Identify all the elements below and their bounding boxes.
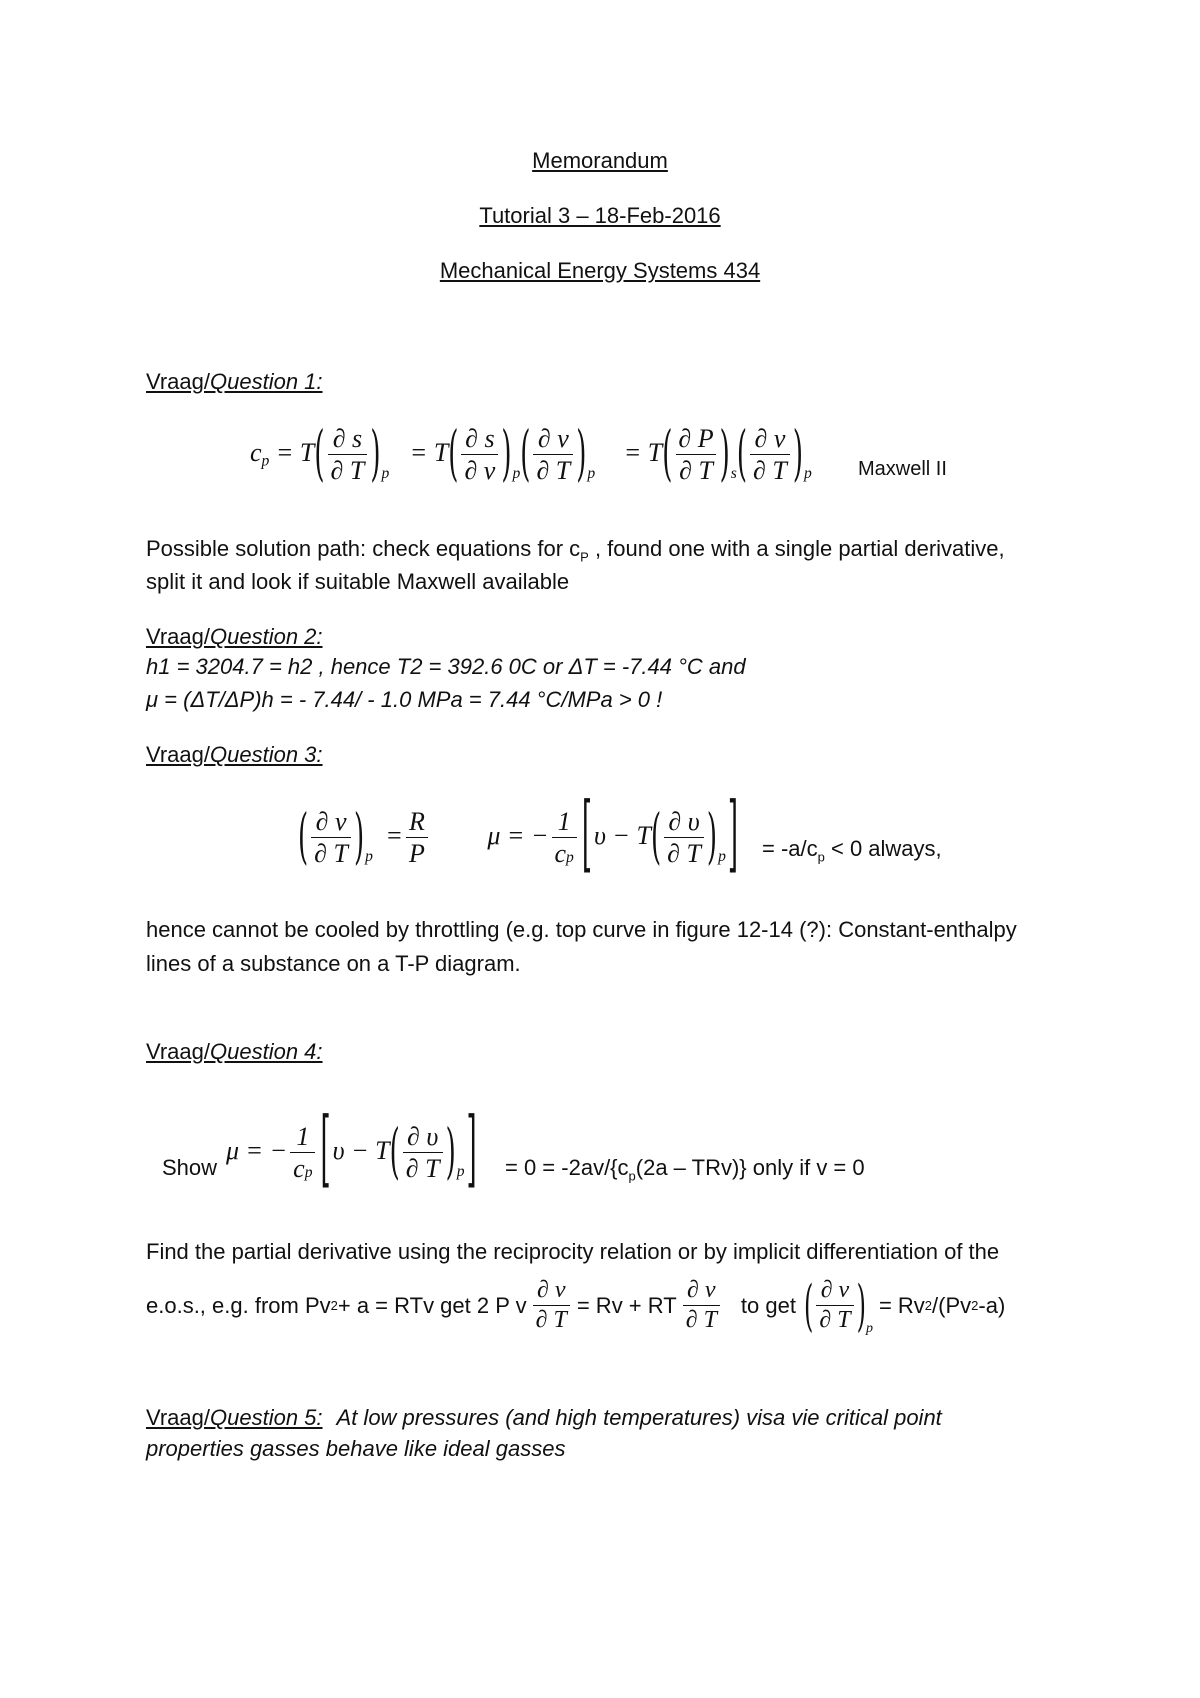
q2-heading: Vraag/Question 2:	[146, 624, 323, 649]
q5-text-line2: properties gasses behave like ideal gasses	[146, 1436, 566, 1461]
q3-result: = $-a/c_p < 0$ always,	[762, 836, 942, 865]
q3-heading: Vraag/Question 3:	[146, 742, 323, 767]
maxwell-label: Maxwell II	[858, 458, 947, 480]
q1-text-line1: Possible solution path: check equations for $c_P$ , found one with a single partial derivative,	[146, 536, 1005, 565]
q3-equation: ( $\frac{\partial v}{\partial T}$ ) $_p$ = $\frac{R}{P}$ μ = − $\frac{1}{cp}$ [υ − T ( $\frac{\partial \upsilon}{\partial T}$ ) $_p$]	[298, 787, 739, 884]
q4-equation: μ = − $\frac{1}{cp}$ [υ − T ( $\frac{\partial \upsilon}{\partial T}$ ) $_p$]	[226, 1102, 477, 1199]
q5-heading: Vraag/Question 5: At low pressures (and high temperatures) visa vie critical point	[146, 1405, 942, 1430]
q3-text-line2: lines of a substance on a T-P diagram.	[146, 951, 521, 976]
q1-text-line2: split it and look if suitable Maxwell available	[146, 569, 570, 594]
q4-text-line1: Find the partial derivative using the reciprocity relation or by implicit differentiation of the	[146, 1239, 1000, 1264]
q1-equation: cp = T ( $\frac{\partial s}{\partial T}$ ) $_p$ = T ( $\frac{\partial s}{\partial v}$ ) $_p$ ( $\frac{\partial v}{\partial T}$ ) $_p$ = T ( $\frac{\partial P}{\partial T}$ ) $_s$ ( $\frac{\partial v}{\partial T}$ ) $_p$	[250, 420, 812, 490]
course-line: Mechanical Energy Systems 434	[439, 258, 761, 283]
q3-text-line1: hence cannot be cooled by throttling (e.g. top curve in figure 12-14 (?): Constant-enthalpy	[146, 917, 1017, 942]
q4-show-label: Show	[162, 1155, 218, 1180]
q4-result: = $0 = -2av/\{c_p(2a - TRv)\}$ only if v = 0	[505, 1155, 865, 1184]
q2-line2: μ = (ΔT/ΔP)h = - 7.44/ - 1.0 MPa = 7.44 °C/MPa > 0 !	[146, 687, 663, 712]
tutorial-line: Tutorial 3 – 18-Feb-2016	[479, 203, 721, 228]
q4-heading: Vraag/Question 4:	[146, 1039, 323, 1064]
q2-line1: h1 = 3204.7 = h2 , hence T2 = 392.6 0C or ΔT = -7.44 °C and	[146, 654, 746, 679]
q1-heading: Vraag/Question 1:	[146, 369, 323, 394]
document-title: Memorandum	[532, 148, 668, 173]
q4-eos-line: e.o.s., e.g. from Pv 2 + a = RTv get 2 P v $\frac{\partial v}{\partial T}$ = Rv + RT $\frac{\partial v}{\partial T}$ to get ( $\frac{\partial v}{\partial T}$ ) p = Rv 2 /(Pv 2 -a)	[146, 1273, 1006, 1338]
